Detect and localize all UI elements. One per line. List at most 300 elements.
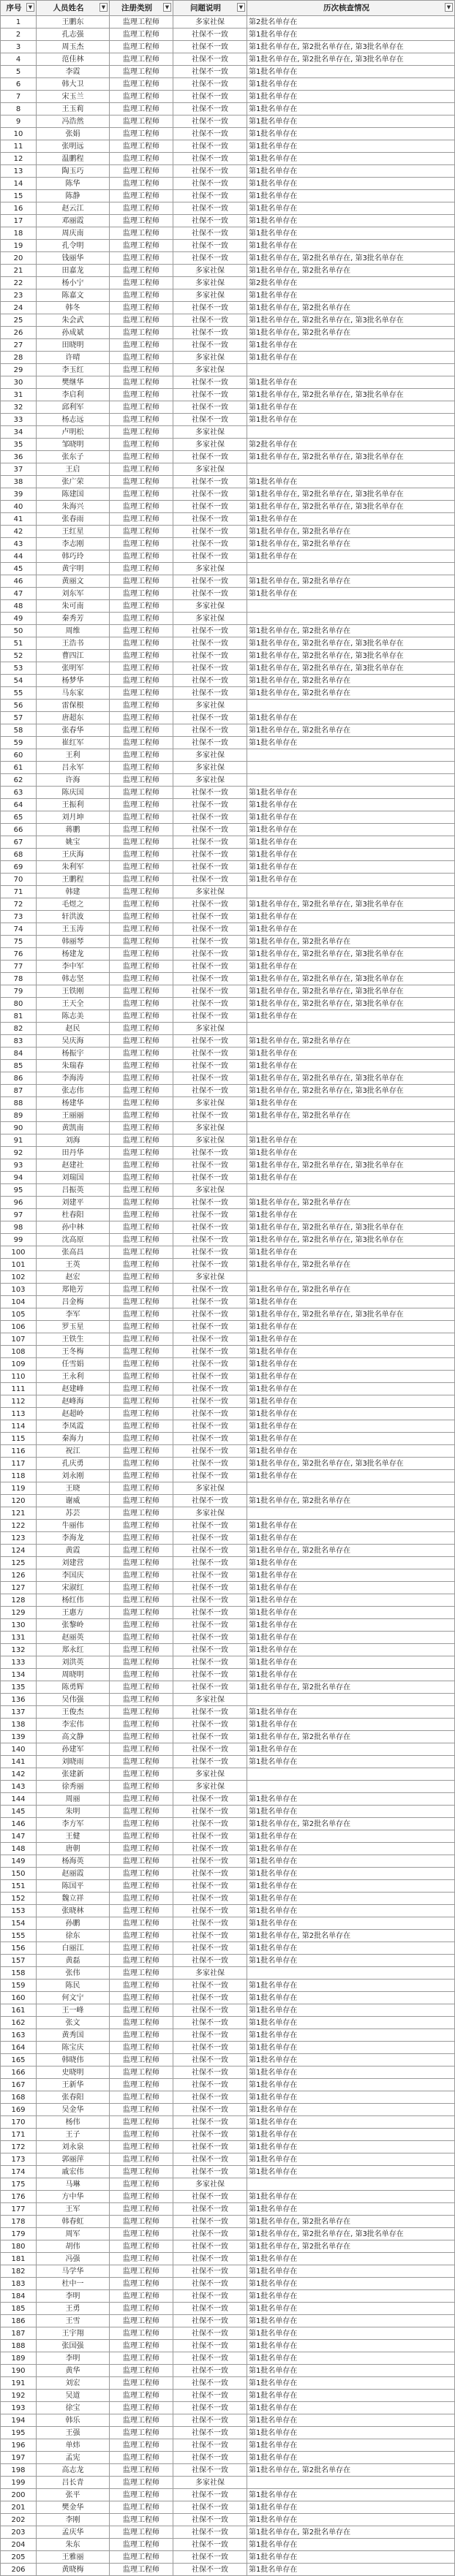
cell-cert[interactable]: 监理工程师 bbox=[110, 2327, 173, 2340]
cell-cert[interactable]: 监理工程师 bbox=[110, 1557, 173, 1569]
cell-history[interactable]: 第1批名单存在 bbox=[247, 1893, 455, 1905]
cell-num[interactable]: 39 bbox=[1, 488, 37, 501]
cell-cert[interactable]: 监理工程师 bbox=[110, 1358, 173, 1371]
cell-name[interactable]: 刘永泉 bbox=[37, 2141, 110, 2153]
table-row[interactable] bbox=[1, 2340, 455, 2352]
cell-history[interactable]: 第1批名单存在 bbox=[247, 1420, 455, 1433]
cell-cert[interactable]: 监理工程师 bbox=[110, 1420, 173, 1433]
cell-name[interactable]: 刘宏 bbox=[37, 2377, 110, 2390]
cell-cert[interactable]: 监理工程师 bbox=[110, 1706, 173, 1719]
cell-name[interactable]: 杨红伟 bbox=[37, 1594, 110, 1607]
cell-issue[interactable]: 社保不一致 bbox=[173, 1197, 247, 1209]
cell-cert[interactable]: 监理工程师 bbox=[110, 1594, 173, 1607]
cell-name[interactable]: 马东家 bbox=[37, 687, 110, 700]
cell-name[interactable]: 杨建龙 bbox=[37, 948, 110, 961]
cell-cert[interactable]: 监理工程师 bbox=[110, 911, 173, 923]
cell-num[interactable]: 75 bbox=[1, 936, 37, 948]
cell-issue[interactable]: 社保不一致 bbox=[173, 1818, 247, 1830]
cell-num[interactable]: 55 bbox=[1, 687, 37, 700]
cell-issue[interactable]: 社保不一致 bbox=[173, 1582, 247, 1594]
cell-history[interactable]: 第1批名单存在 bbox=[247, 1569, 455, 1582]
table-row[interactable] bbox=[1, 2240, 455, 2253]
cell-issue[interactable]: 社保不一致 bbox=[173, 1756, 247, 1768]
cell-history[interactable]: 第1批名单存在 bbox=[247, 1917, 455, 1930]
table-row[interactable] bbox=[1, 128, 455, 140]
cell-issue[interactable]: 社保不一致 bbox=[173, 1371, 247, 1383]
cell-issue[interactable]: 社保不一致 bbox=[173, 339, 247, 352]
cell-num[interactable]: 4 bbox=[1, 53, 37, 66]
cell-history[interactable]: 第1批名单存在 bbox=[247, 1296, 455, 1308]
cell-cert[interactable]: 监理工程师 bbox=[110, 2178, 173, 2191]
cell-num[interactable]: 85 bbox=[1, 1060, 37, 1072]
cell-issue[interactable]: 社保不一致 bbox=[173, 2551, 247, 2564]
cell-issue[interactable]: 社保不一致 bbox=[173, 302, 247, 314]
table-row[interactable] bbox=[1, 1681, 455, 1694]
cell-issue[interactable]: 多家社保 bbox=[173, 774, 247, 787]
cell-name[interactable]: 吴庆海 bbox=[37, 1035, 110, 1048]
table-row[interactable] bbox=[1, 2315, 455, 2327]
cell-num[interactable]: 82 bbox=[1, 1023, 37, 1035]
cell-name[interactable]: 何文宁 bbox=[37, 1992, 110, 2004]
table-row[interactable] bbox=[1, 1768, 455, 1781]
table-row[interactable] bbox=[1, 1333, 455, 1346]
cell-cert[interactable]: 监理工程师 bbox=[110, 153, 173, 165]
cell-cert[interactable]: 监理工程师 bbox=[110, 1520, 173, 1532]
cell-cert[interactable]: 监理工程师 bbox=[110, 2253, 173, 2265]
cell-issue[interactable]: 社保不一致 bbox=[173, 2526, 247, 2539]
cell-history[interactable]: 第1批名单存在 bbox=[247, 1470, 455, 1482]
table-row[interactable] bbox=[1, 16, 455, 29]
cell-history[interactable]: 第1批名单存在 bbox=[247, 1955, 455, 1967]
cell-cert[interactable]: 监理工程师 bbox=[110, 687, 173, 700]
cell-issue[interactable]: 多家社保 bbox=[173, 364, 247, 376]
cell-issue[interactable]: 社保不一致 bbox=[173, 1147, 247, 1159]
table-row[interactable] bbox=[1, 1793, 455, 1806]
table-row[interactable] bbox=[1, 1470, 455, 1482]
cell-history[interactable]: 第1批名单存在, 第2批名单存在, 第3批名单存在 bbox=[247, 998, 455, 1010]
cell-name[interactable]: 张娟 bbox=[37, 128, 110, 140]
cell-name[interactable]: 李凤霞 bbox=[37, 1420, 110, 1433]
cell-cert[interactable]: 监理工程师 bbox=[110, 1259, 173, 1271]
cell-issue[interactable]: 社保不一致 bbox=[173, 2067, 247, 2079]
cell-name[interactable]: 孙成斌 bbox=[37, 327, 110, 339]
cell-num[interactable]: 58 bbox=[1, 724, 37, 737]
cell-name[interactable]: 马学华 bbox=[37, 2265, 110, 2278]
cell-history[interactable]: 第1批名单存在 bbox=[247, 2153, 455, 2166]
cell-num[interactable]: 136 bbox=[1, 1694, 37, 1706]
cell-num[interactable]: 114 bbox=[1, 1420, 37, 1433]
cell-num[interactable]: 119 bbox=[1, 1482, 37, 1495]
cell-issue[interactable]: 社保不一致 bbox=[173, 1308, 247, 1321]
table-row[interactable] bbox=[1, 1246, 455, 1259]
cell-issue[interactable]: 社保不一致 bbox=[173, 1060, 247, 1072]
cell-num[interactable]: 187 bbox=[1, 2327, 37, 2340]
cell-history[interactable]: 第1批名单存在, 第2批名单存在 bbox=[247, 625, 455, 637]
cell-cert[interactable]: 监理工程师 bbox=[110, 78, 173, 91]
cell-name[interactable]: 徐宝 bbox=[37, 2402, 110, 2414]
cell-issue[interactable]: 社保不一致 bbox=[173, 2042, 247, 2054]
cell-issue[interactable]: 多家社保 bbox=[173, 1097, 247, 1110]
cell-name[interactable]: 吴伟强 bbox=[37, 1694, 110, 1706]
cell-issue[interactable]: 社保不一致 bbox=[173, 2004, 247, 2017]
cell-cert[interactable]: 监理工程师 bbox=[110, 1134, 173, 1147]
cell-issue[interactable]: 社保不一致 bbox=[173, 1545, 247, 1557]
table-row[interactable] bbox=[1, 41, 455, 53]
cell-history[interactable]: 第1批名单存在 bbox=[247, 1383, 455, 1395]
filter-dropdown-icon[interactable]: ▼ bbox=[26, 3, 34, 12]
table-row[interactable] bbox=[1, 550, 455, 563]
cell-num[interactable]: 54 bbox=[1, 675, 37, 687]
cell-cert[interactable]: 监理工程师 bbox=[110, 414, 173, 426]
cell-history[interactable]: 第1批名单存在 bbox=[247, 2340, 455, 2352]
cell-name[interactable]: 王子 bbox=[37, 2129, 110, 2141]
cell-history[interactable]: 第1批名单存在, 第2批名单存在, 第3批名单存在 bbox=[247, 314, 455, 327]
cell-issue[interactable]: 社保不一致 bbox=[173, 1942, 247, 1955]
cell-num[interactable]: 151 bbox=[1, 1880, 37, 1893]
cell-issue[interactable]: 社保不一致 bbox=[173, 2340, 247, 2352]
table-row[interactable] bbox=[1, 140, 455, 153]
cell-name[interactable]: 吴道 bbox=[37, 2390, 110, 2402]
cell-issue[interactable]: 社保不一致 bbox=[173, 2427, 247, 2439]
cell-issue[interactable]: 社保不一致 bbox=[173, 1719, 247, 1731]
table-row[interactable] bbox=[1, 1545, 455, 1557]
cell-name[interactable]: 黄华 bbox=[37, 2365, 110, 2377]
table-row[interactable] bbox=[1, 1172, 455, 1184]
table-row[interactable] bbox=[1, 2029, 455, 2042]
table-row[interactable] bbox=[1, 1321, 455, 1333]
cell-issue[interactable]: 社保不一致 bbox=[173, 1520, 247, 1532]
cell-issue[interactable]: 社保不一致 bbox=[173, 1955, 247, 1967]
cell-name[interactable]: 张志伟 bbox=[37, 1085, 110, 1097]
table-row[interactable] bbox=[1, 1569, 455, 1582]
cell-num[interactable]: 188 bbox=[1, 2340, 37, 2352]
cell-num[interactable]: 137 bbox=[1, 1706, 37, 1719]
cell-name[interactable]: 雷保根 bbox=[37, 700, 110, 712]
cell-num[interactable]: 111 bbox=[1, 1383, 37, 1395]
cell-cert[interactable]: 监理工程师 bbox=[110, 1830, 173, 1843]
cell-issue[interactable]: 多家社保 bbox=[173, 277, 247, 289]
table-row[interactable] bbox=[1, 1408, 455, 1420]
cell-name[interactable]: 李中军 bbox=[37, 961, 110, 973]
cell-history[interactable]: 第1批名单存在 bbox=[247, 2265, 455, 2278]
cell-name[interactable]: 王启 bbox=[37, 463, 110, 476]
table-row[interactable] bbox=[1, 2402, 455, 2414]
cell-issue[interactable]: 社保不一致 bbox=[173, 1346, 247, 1358]
cell-name[interactable]: 赵丽霞 bbox=[37, 1868, 110, 1880]
cell-history[interactable]: 第1批名单存在 bbox=[247, 737, 455, 749]
table-row[interactable] bbox=[1, 1209, 455, 1221]
cell-history[interactable]: 第1批名单存在, 第2批名单存在 bbox=[247, 1035, 455, 1048]
cell-num[interactable]: 131 bbox=[1, 1632, 37, 1644]
cell-history[interactable]: 第1批名单存在 bbox=[247, 2402, 455, 2414]
cell-cert[interactable]: 监理工程师 bbox=[110, 2191, 173, 2203]
cell-history[interactable]: 第1批名单存在, 第2批名单存在 bbox=[247, 265, 455, 277]
cell-history[interactable]: 第1批名单存在 bbox=[247, 2377, 455, 2390]
cell-history[interactable]: 第1批名单存在, 第2批名单存在, 第3批名单存在 bbox=[247, 41, 455, 53]
cell-name[interactable]: 樊金华 bbox=[37, 2501, 110, 2514]
cell-num[interactable]: 181 bbox=[1, 2253, 37, 2265]
cell-cert[interactable]: 监理工程师 bbox=[110, 426, 173, 439]
cell-history[interactable] bbox=[247, 749, 455, 762]
table-row[interactable] bbox=[1, 53, 455, 66]
cell-history[interactable]: 第1批名单存在 bbox=[247, 1619, 455, 1632]
cell-history[interactable]: 第1批名单存在 bbox=[247, 2352, 455, 2365]
cell-issue[interactable]: 多家社保 bbox=[173, 1768, 247, 1781]
cell-cert[interactable]: 监理工程师 bbox=[110, 1793, 173, 1806]
cell-issue[interactable]: 社保不一致 bbox=[173, 2365, 247, 2377]
cell-issue[interactable]: 社保不一致 bbox=[173, 1495, 247, 1507]
cell-issue[interactable]: 社保不一致 bbox=[173, 1259, 247, 1271]
cell-history[interactable]: 第1批名单存在 bbox=[247, 165, 455, 178]
cell-history[interactable]: 第1批名单存在 bbox=[247, 861, 455, 874]
table-row[interactable] bbox=[1, 2042, 455, 2054]
cell-issue[interactable]: 社保不一致 bbox=[173, 936, 247, 948]
cell-history[interactable]: 第1批名单存在 bbox=[247, 2564, 455, 2576]
cell-name[interactable]: 韩乐 bbox=[37, 2414, 110, 2427]
cell-num[interactable]: 97 bbox=[1, 1209, 37, 1221]
cell-cert[interactable]: 监理工程师 bbox=[110, 401, 173, 414]
cell-num[interactable]: 102 bbox=[1, 1271, 37, 1284]
cell-name[interactable]: 姚宝 bbox=[37, 836, 110, 849]
cell-history[interactable]: 第1批名单存在 bbox=[247, 550, 455, 563]
cell-num[interactable]: 191 bbox=[1, 2377, 37, 2390]
cell-history[interactable]: 第1批名单存在 bbox=[247, 1756, 455, 1768]
cell-issue[interactable]: 社保不一致 bbox=[173, 2228, 247, 2240]
cell-name[interactable]: 高文静 bbox=[37, 1731, 110, 1743]
cell-cert[interactable]: 监理工程师 bbox=[110, 861, 173, 874]
cell-issue[interactable]: 社保不一致 bbox=[173, 1557, 247, 1569]
cell-name[interactable]: 吕金梅 bbox=[37, 1296, 110, 1308]
cell-name[interactable]: 钱丽华 bbox=[37, 252, 110, 265]
cell-cert[interactable]: 监理工程师 bbox=[110, 289, 173, 302]
cell-cert[interactable]: 监理工程师 bbox=[110, 1110, 173, 1122]
cell-history[interactable]: 第1批名单存在 bbox=[247, 1719, 455, 1731]
cell-cert[interactable]: 监理工程师 bbox=[110, 352, 173, 364]
cell-cert[interactable]: 监理工程师 bbox=[110, 1731, 173, 1743]
cell-num[interactable]: 146 bbox=[1, 1818, 37, 1830]
cell-cert[interactable]: 监理工程师 bbox=[110, 2526, 173, 2539]
table-row[interactable] bbox=[1, 961, 455, 973]
table-row[interactable] bbox=[1, 936, 455, 948]
cell-history[interactable]: 第1批名单存在, 第2批名单存在 bbox=[247, 1284, 455, 1296]
cell-name[interactable]: 许晴 bbox=[37, 352, 110, 364]
cell-cert[interactable]: 监理工程师 bbox=[110, 948, 173, 961]
cell-cert[interactable]: 监理工程师 bbox=[110, 1060, 173, 1072]
cell-name[interactable]: 张春雨 bbox=[37, 513, 110, 526]
cell-name[interactable]: 王一峰 bbox=[37, 2004, 110, 2017]
cell-history[interactable]: 第1批名单存在 bbox=[247, 2129, 455, 2141]
cell-name[interactable]: 杨小宁 bbox=[37, 277, 110, 289]
cell-cert[interactable]: 监理工程师 bbox=[110, 2377, 173, 2390]
cell-name[interactable]: 周丽 bbox=[37, 1793, 110, 1806]
cell-cert[interactable]: 监理工程师 bbox=[110, 1296, 173, 1308]
table-row[interactable] bbox=[1, 2464, 455, 2477]
cell-cert[interactable]: 监理工程师 bbox=[110, 91, 173, 103]
cell-name[interactable]: 王健 bbox=[37, 1830, 110, 1843]
cell-cert[interactable]: 监理工程师 bbox=[110, 2029, 173, 2042]
cell-name[interactable]: 黄磊 bbox=[37, 1955, 110, 1967]
cell-cert[interactable]: 监理工程师 bbox=[110, 799, 173, 811]
cell-name[interactable]: 孟宪 bbox=[37, 2452, 110, 2464]
cell-cert[interactable]: 监理工程师 bbox=[110, 1632, 173, 1644]
cell-history[interactable]: 第1批名单存在 bbox=[247, 215, 455, 227]
cell-cert[interactable]: 监理工程师 bbox=[110, 1159, 173, 1172]
table-row[interactable] bbox=[1, 2253, 455, 2265]
cell-issue[interactable]: 社保不一致 bbox=[173, 389, 247, 401]
cell-cert[interactable]: 监理工程师 bbox=[110, 1147, 173, 1159]
cell-num[interactable]: 171 bbox=[1, 2129, 37, 2141]
table-row[interactable] bbox=[1, 1756, 455, 1768]
cell-issue[interactable]: 多家社保 bbox=[173, 1967, 247, 1980]
table-row[interactable] bbox=[1, 762, 455, 774]
cell-history[interactable]: 第1批名单存在 bbox=[247, 2253, 455, 2265]
cell-name[interactable]: 王利 bbox=[37, 749, 110, 762]
cell-history[interactable]: 第1批名单存在, 第2批名单存在, 第3批名单存在 bbox=[247, 1308, 455, 1321]
cell-name[interactable]: 朱明 bbox=[37, 1806, 110, 1818]
cell-history[interactable]: 第1批名单存在 bbox=[247, 2278, 455, 2290]
cell-issue[interactable]: 社保不一致 bbox=[173, 2191, 247, 2203]
cell-issue[interactable]: 社保不一致 bbox=[173, 1246, 247, 1259]
table-row[interactable] bbox=[1, 178, 455, 190]
cell-history[interactable]: 第1批名单存在 bbox=[247, 2452, 455, 2464]
cell-name[interactable]: 陈民 bbox=[37, 1980, 110, 1992]
cell-issue[interactable]: 多家社保 bbox=[173, 1122, 247, 1134]
cell-num[interactable]: 152 bbox=[1, 1893, 37, 1905]
cell-num[interactable]: 57 bbox=[1, 712, 37, 724]
cell-cert[interactable]: 监理工程师 bbox=[110, 1644, 173, 1656]
cell-name[interactable]: 吕长青 bbox=[37, 2477, 110, 2489]
table-row[interactable] bbox=[1, 2439, 455, 2452]
cell-name[interactable]: 周军 bbox=[37, 2228, 110, 2240]
table-row[interactable] bbox=[1, 364, 455, 376]
table-row[interactable] bbox=[1, 1358, 455, 1371]
cell-history[interactable] bbox=[247, 1967, 455, 1980]
cell-cert[interactable]: 监理工程师 bbox=[110, 2514, 173, 2526]
cell-issue[interactable]: 社保不一致 bbox=[173, 91, 247, 103]
cell-history[interactable]: 第1批名单存在 bbox=[247, 2141, 455, 2153]
cell-cert[interactable]: 监理工程师 bbox=[110, 1905, 173, 1917]
table-row[interactable] bbox=[1, 153, 455, 165]
cell-num[interactable]: 106 bbox=[1, 1321, 37, 1333]
cell-issue[interactable]: 社保不一致 bbox=[173, 2564, 247, 2576]
cell-history[interactable] bbox=[247, 364, 455, 376]
cell-history[interactable]: 第1批名单存在 bbox=[247, 1520, 455, 1532]
cell-issue[interactable]: 社保不一致 bbox=[173, 1619, 247, 1632]
cell-num[interactable]: 31 bbox=[1, 389, 37, 401]
cell-name[interactable]: 唐朝 bbox=[37, 1843, 110, 1855]
cell-issue[interactable]: 社保不一致 bbox=[173, 787, 247, 799]
cell-cert[interactable]: 监理工程师 bbox=[110, 550, 173, 563]
cell-num[interactable]: 70 bbox=[1, 874, 37, 886]
cell-name[interactable]: 周维 bbox=[37, 625, 110, 637]
cell-num[interactable]: 67 bbox=[1, 836, 37, 849]
table-row[interactable] bbox=[1, 277, 455, 289]
cell-num[interactable]: 142 bbox=[1, 1768, 37, 1781]
cell-issue[interactable]: 多家社保 bbox=[173, 762, 247, 774]
cell-cert[interactable]: 监理工程师 bbox=[110, 1868, 173, 1880]
cell-issue[interactable]: 社保不一致 bbox=[173, 2377, 247, 2390]
cell-issue[interactable]: 社保不一致 bbox=[173, 1358, 247, 1371]
table-row[interactable] bbox=[1, 724, 455, 737]
cell-history[interactable]: 第1批名单存在 bbox=[247, 799, 455, 811]
cell-cert[interactable]: 监理工程师 bbox=[110, 2477, 173, 2489]
cell-issue[interactable]: 社保不一致 bbox=[173, 538, 247, 550]
cell-name[interactable]: 杨梦华 bbox=[37, 675, 110, 687]
cell-history[interactable]: 第1批名单存在 bbox=[247, 2539, 455, 2551]
cell-history[interactable]: 第1批名单存在, 第2批名单存在, 第3批名单存在 bbox=[247, 451, 455, 463]
table-row[interactable] bbox=[1, 1706, 455, 1719]
table-row[interactable] bbox=[1, 1644, 455, 1656]
cell-num[interactable]: 60 bbox=[1, 749, 37, 762]
filter-dropdown-icon[interactable]: ▼ bbox=[99, 3, 108, 12]
cell-name[interactable]: 崔红军 bbox=[37, 737, 110, 749]
cell-name[interactable]: 赵建社 bbox=[37, 1159, 110, 1172]
cell-history[interactable]: 第1批名单存在 bbox=[247, 1097, 455, 1110]
cell-cert[interactable]: 监理工程师 bbox=[110, 1880, 173, 1893]
cell-name[interactable]: 王玉涛 bbox=[37, 923, 110, 936]
cell-history[interactable]: 第1批名单存在, 第2批名单存在 bbox=[247, 2216, 455, 2228]
cell-cert[interactable]: 监理工程师 bbox=[110, 476, 173, 488]
table-row[interactable] bbox=[1, 1905, 455, 1917]
table-row[interactable] bbox=[1, 2514, 455, 2526]
table-row[interactable] bbox=[1, 2166, 455, 2178]
cell-num[interactable]: 127 bbox=[1, 1582, 37, 1594]
cell-history[interactable]: 第1批名单存在 bbox=[247, 961, 455, 973]
table-row[interactable] bbox=[1, 252, 455, 265]
cell-num[interactable]: 118 bbox=[1, 1470, 37, 1482]
cell-num[interactable]: 5 bbox=[1, 66, 37, 78]
cell-num[interactable]: 28 bbox=[1, 352, 37, 364]
cell-name[interactable]: 韩丽琴 bbox=[37, 936, 110, 948]
cell-history[interactable]: 第1批名单存在 bbox=[247, 2427, 455, 2439]
cell-num[interactable]: 45 bbox=[1, 563, 37, 575]
cell-cert[interactable]: 监理工程师 bbox=[110, 277, 173, 289]
cell-num[interactable]: 115 bbox=[1, 1433, 37, 1445]
cell-history[interactable]: 第1批名单存在 bbox=[247, 836, 455, 849]
cell-num[interactable]: 80 bbox=[1, 998, 37, 1010]
cell-num[interactable]: 91 bbox=[1, 1134, 37, 1147]
cell-num[interactable]: 49 bbox=[1, 613, 37, 625]
table-row[interactable] bbox=[1, 787, 455, 799]
table-row[interactable] bbox=[1, 389, 455, 401]
table-row[interactable] bbox=[1, 1619, 455, 1632]
cell-name[interactable]: 马琳 bbox=[37, 2178, 110, 2191]
cell-name[interactable]: 王宇翔 bbox=[37, 2327, 110, 2340]
cell-num[interactable]: 120 bbox=[1, 1495, 37, 1507]
cell-name[interactable]: 刘晓雨 bbox=[37, 1756, 110, 1768]
cell-num[interactable]: 189 bbox=[1, 2352, 37, 2365]
cell-history[interactable]: 第1批名单存在 bbox=[247, 1656, 455, 1669]
cell-name[interactable]: 田嘉龙 bbox=[37, 265, 110, 277]
cell-name[interactable]: 田晓明 bbox=[37, 339, 110, 352]
cell-history[interactable]: 第1批名单存在, 第2批名单存在, 第3批名单存在 bbox=[247, 650, 455, 662]
cell-name[interactable]: 冯强 bbox=[37, 2253, 110, 2265]
cell-cert[interactable]: 监理工程师 bbox=[110, 749, 173, 762]
cell-history[interactable]: 第1批名单存在, 第2批名单存在, 第3批名单存在 bbox=[247, 501, 455, 513]
cell-issue[interactable]: 社保不一致 bbox=[173, 2265, 247, 2278]
cell-history[interactable]: 第1批名单存在, 第2批名单存在 bbox=[247, 538, 455, 550]
cell-name[interactable]: 王雅丽 bbox=[37, 2551, 110, 2564]
cell-num[interactable]: 88 bbox=[1, 1097, 37, 1110]
cell-name[interactable]: 许海 bbox=[37, 774, 110, 787]
cell-num[interactable]: 51 bbox=[1, 637, 37, 650]
cell-num[interactable]: 62 bbox=[1, 774, 37, 787]
cell-num[interactable]: 130 bbox=[1, 1619, 37, 1632]
table-row[interactable] bbox=[1, 115, 455, 128]
cell-num[interactable]: 175 bbox=[1, 2178, 37, 2191]
cell-name[interactable]: 王天全 bbox=[37, 998, 110, 1010]
cell-issue[interactable]: 社保不一致 bbox=[173, 811, 247, 824]
